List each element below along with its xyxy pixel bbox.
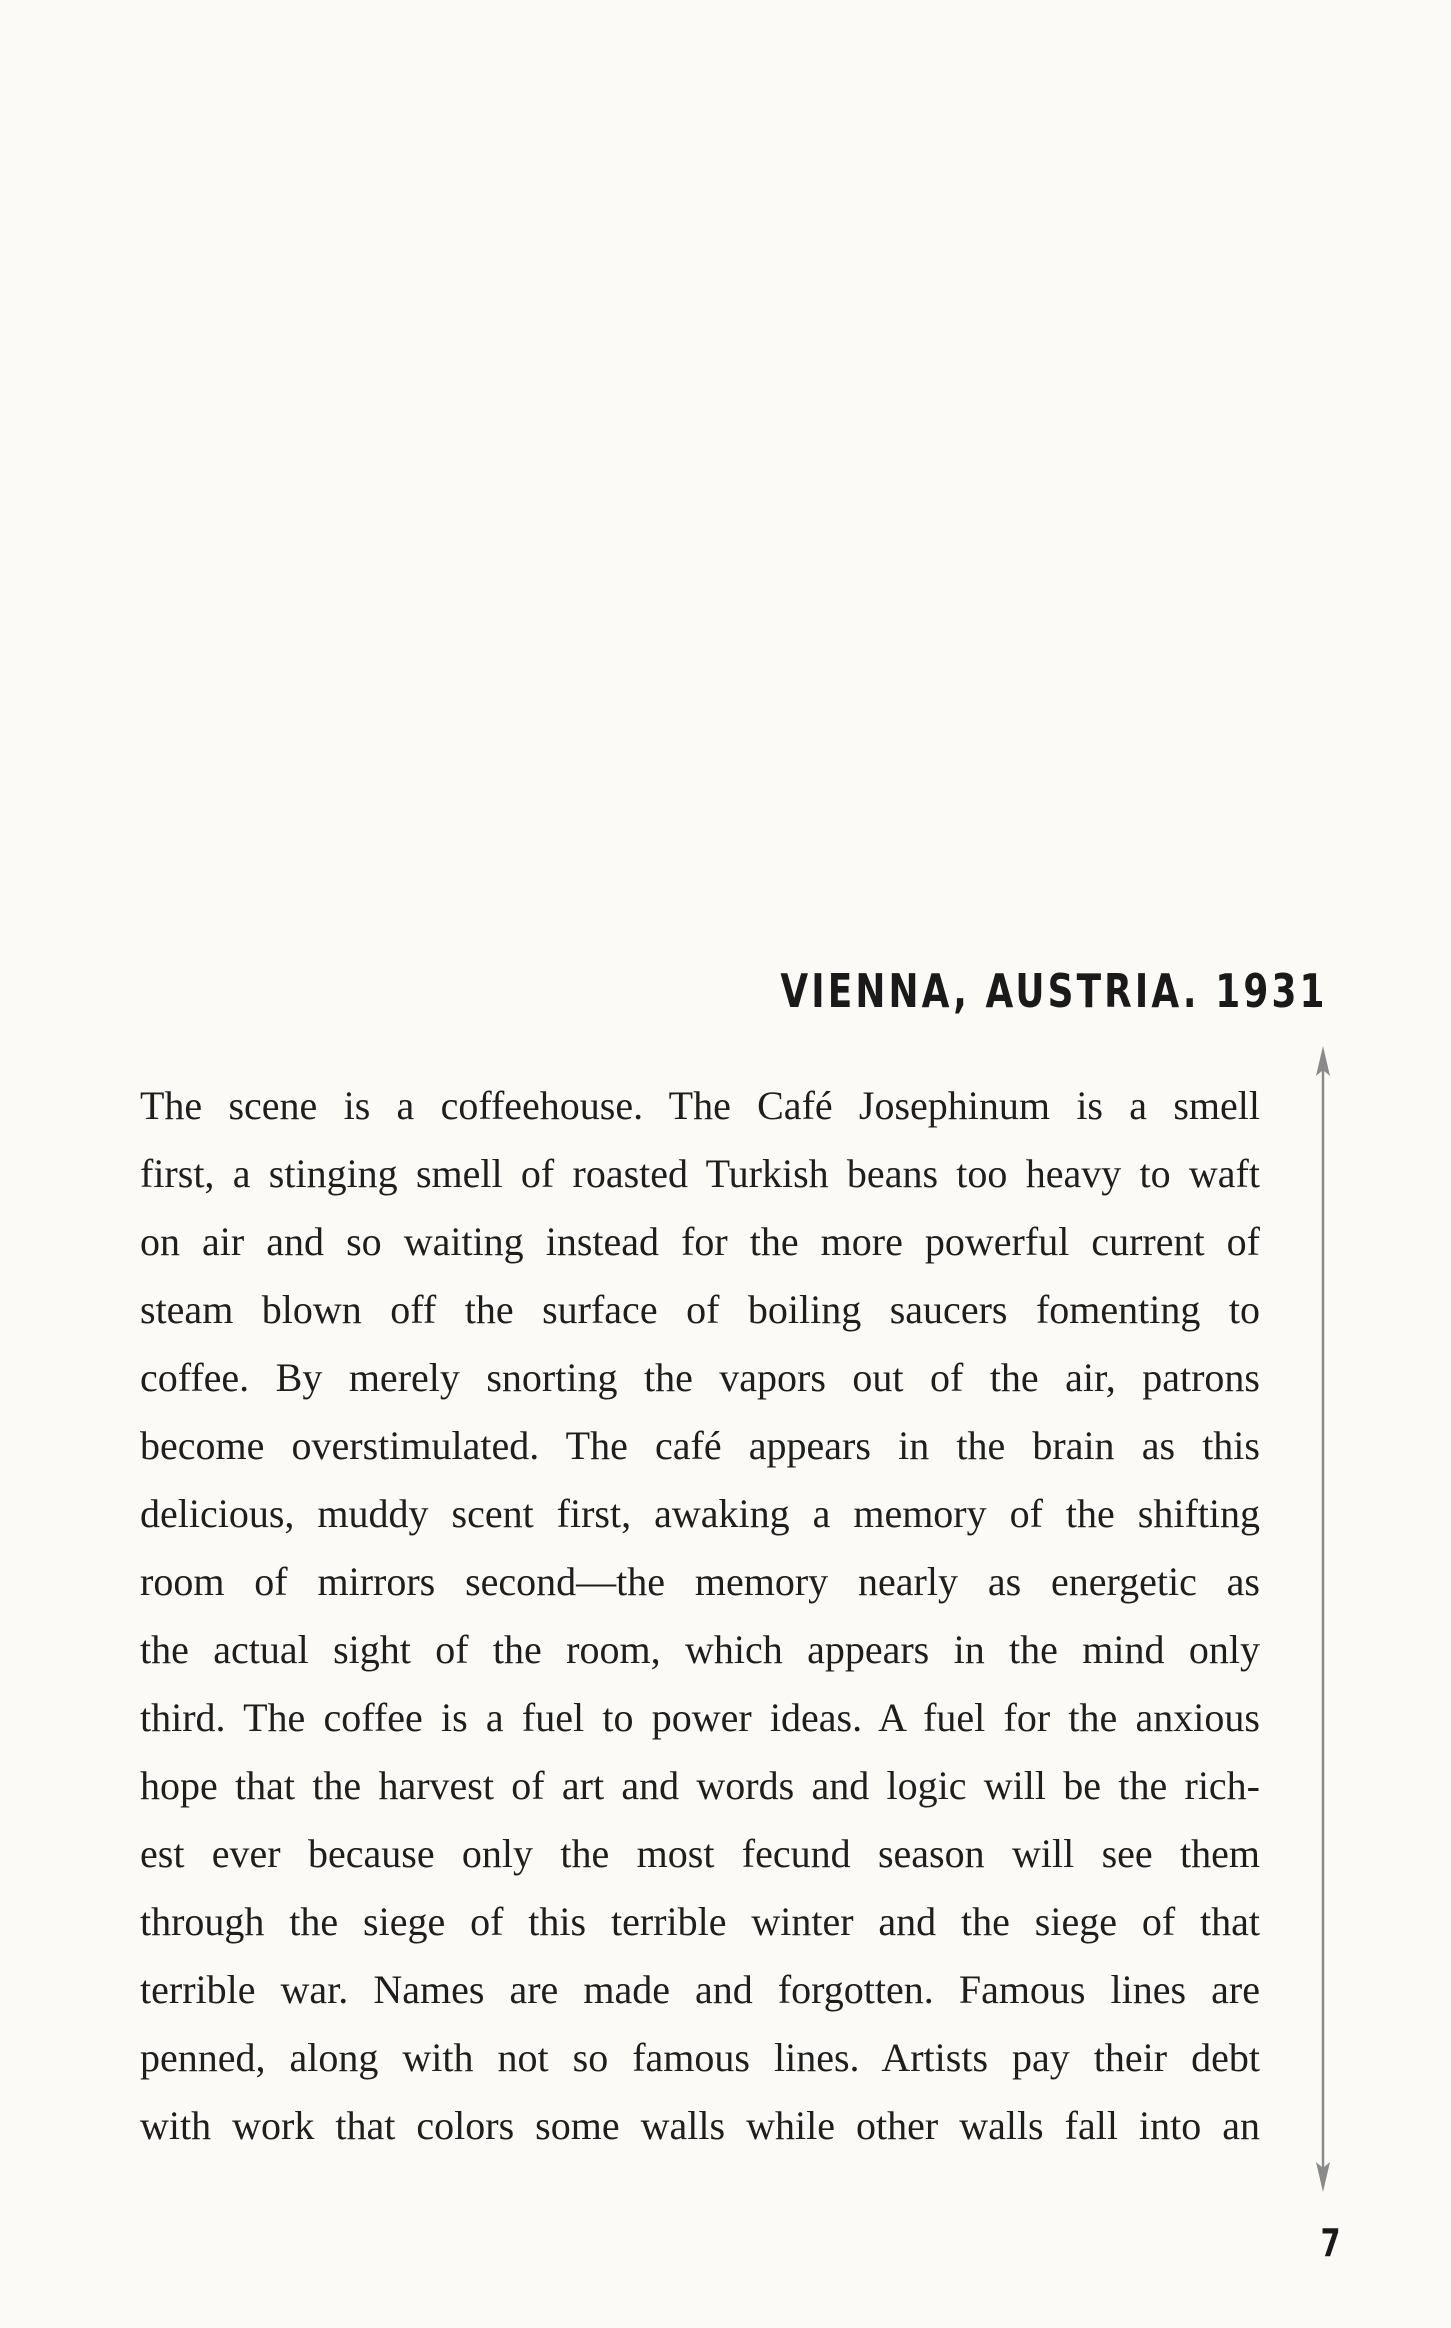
text-line: est ever because only the most fecund season will see them: [140, 1831, 1260, 1876]
text-line: penned, along with not so famous lines. Artists pay their debt: [140, 2035, 1260, 2080]
text-line: The scene is a coffeehouse. The Café Josephinum is a smell: [140, 1083, 1260, 1128]
text-line: room of mirrors second—the memory nearly as energetic as: [140, 1559, 1260, 1604]
vertical-double-arrow-icon: [1308, 1046, 1338, 2192]
text-line: with work that colors some walls while other walls fall into an: [140, 2103, 1260, 2148]
text-line: on air and so waiting instead for the more powerful current of: [140, 1219, 1260, 1264]
text-line: terrible war. Names are made and forgotten. Famous lines are: [140, 1967, 1260, 2012]
text-line: delicious, muddy scent first, awaking a memory of the shifting: [140, 1491, 1260, 1536]
text-line: steam blown off the surface of boiling saucers fomenting to: [140, 1287, 1260, 1332]
text-line: coffee. By merely snorting the vapors out of the air, patrons: [140, 1355, 1260, 1400]
chapter-heading: VIENNA, AUSTRIA. 1931: [780, 964, 1328, 1018]
text-line: third. The coffee is a fuel to power ideas. A fuel for the anxious: [140, 1695, 1260, 1740]
body-text: [140, 1072, 1260, 2160]
text-line: the actual sight of the room, which appears in the mind only: [140, 1627, 1260, 1672]
text-line: through the siege of this terrible winter and the siege of that: [140, 1899, 1260, 1944]
page-number: 7: [1320, 2221, 1340, 2265]
text-line: become overstimulated. The café appears in the brain as this: [140, 1423, 1260, 1468]
text-line: hope that the harvest of art and words and logic will be the rich-: [140, 1763, 1260, 1808]
text-line: first, a stinging smell of roasted Turkish beans too heavy to waft: [140, 1151, 1260, 1196]
